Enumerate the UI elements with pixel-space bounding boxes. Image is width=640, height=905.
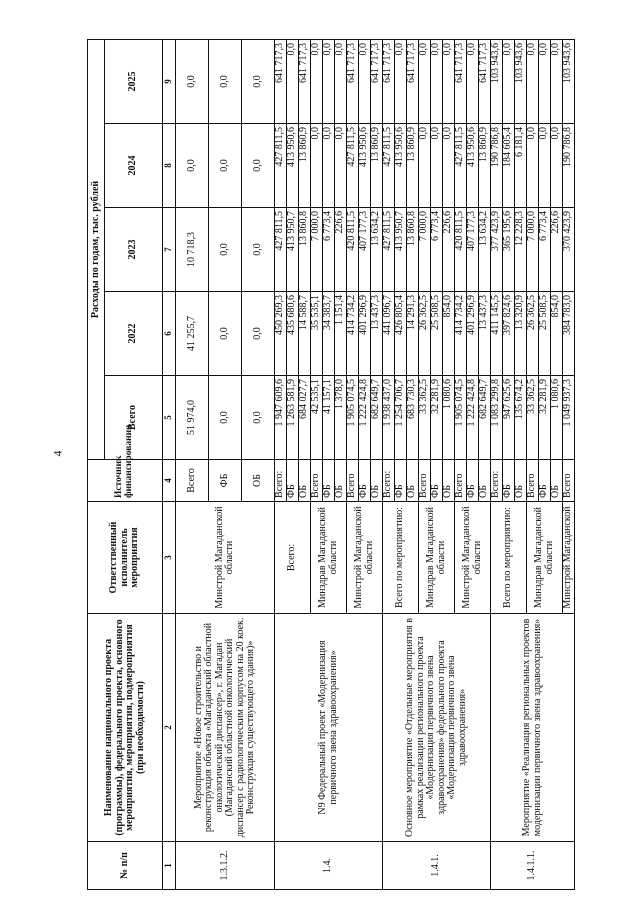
responsible-executor: Всего по мероприятию: [383, 502, 419, 614]
amount-cell: 414 734,2 [455, 292, 467, 376]
amount-cell: 413 950,6 [287, 124, 299, 208]
column-index-row [163, 39, 176, 889]
col-index: 7 [163, 208, 176, 292]
header-expenses: Расходы по годам, тыс. рублей [88, 39, 105, 459]
amount-cell: 1 938 437,0 [383, 376, 395, 460]
responsible-executor: Минстрой Магаданской области [455, 502, 491, 614]
amount-cell: 26 362,5 [527, 292, 539, 376]
amount-cell: 0,0 [242, 208, 275, 292]
header-2024: 2024 [105, 124, 163, 208]
col-index: 8 [163, 124, 176, 208]
amount-cell: 384 783,0 [563, 292, 575, 376]
amount-cell: 854,0 [551, 292, 563, 376]
funding-source: Всего [176, 460, 209, 502]
amount-cell: 1 905 074,5 [347, 376, 359, 460]
amount-cell: 683 730,3 [407, 376, 419, 460]
amount-cell: 1 947 609,6 [275, 376, 287, 460]
funding-source: ФБ [503, 460, 515, 502]
funding-source: Всего [347, 460, 359, 502]
amount-cell: 0,0 [467, 39, 479, 123]
amount-cell: 401 296,9 [359, 292, 371, 376]
amount-cell: 0,0 [443, 124, 455, 208]
amount-cell: 226,6 [443, 208, 455, 292]
col-index: 1 [163, 842, 176, 890]
amount-cell: 14 291,3 [407, 292, 419, 376]
amount-cell: 0,0 [323, 124, 335, 208]
amount-cell: 407 177,3 [467, 208, 479, 292]
amount-cell: 365 195,6 [503, 208, 515, 292]
amount-cell: 377 423,9 [491, 208, 503, 292]
amount-cell: 7 000,0 [311, 208, 323, 292]
row-number: 1.4. [275, 842, 383, 890]
amount-cell: 1 083 299,8 [491, 376, 503, 460]
amount-cell: 226,6 [335, 208, 347, 292]
header-num: № п/п [88, 842, 163, 890]
funding-source: ФБ [539, 460, 551, 502]
amount-cell: 226,6 [551, 208, 563, 292]
amount-cell: 25 508,5 [431, 292, 443, 376]
amount-cell: 41 157,1 [323, 376, 335, 460]
amount-cell: 435 680,6 [287, 292, 299, 376]
amount-cell: 0,0 [359, 39, 371, 123]
amount-cell: 0,0 [242, 292, 275, 376]
amount-cell: 641 717,3 [299, 39, 311, 123]
amount-cell: 682 649,7 [479, 376, 491, 460]
table-body [176, 39, 575, 889]
col-index: 5 [163, 376, 176, 460]
amount-cell: 684 027,7 [299, 376, 311, 460]
funding-source: ОБ [299, 460, 311, 502]
amount-cell: 641 717,3 [371, 39, 383, 123]
responsible-executor: Всего: [275, 502, 311, 614]
amount-cell: 427 811,5 [275, 124, 287, 208]
amount-cell: 441 096,7 [383, 292, 395, 376]
amount-cell: 426 805,4 [395, 292, 407, 376]
amount-cell: 0,0 [431, 39, 443, 123]
amount-cell: 407 177,3 [359, 208, 371, 292]
header-2022: 2022 [105, 292, 163, 376]
amount-cell: 1 254 706,7 [395, 376, 407, 460]
funding-source: Всего: [383, 460, 395, 502]
amount-cell: 413 950,6 [359, 124, 371, 208]
amount-cell: 682 649,7 [371, 376, 383, 460]
amount-cell: 13 860,9 [371, 124, 383, 208]
amount-cell: 13 320,9 [515, 292, 527, 376]
amount-cell: 103 943,6 [491, 39, 503, 123]
amount-cell: 0,0 [419, 39, 431, 123]
amount-cell: 411 145,5 [491, 292, 503, 376]
funding-source: ОБ [479, 460, 491, 502]
amount-cell: 641 717,3 [455, 39, 467, 123]
amount-cell: 0,0 [176, 124, 209, 208]
amount-cell: 135 674,2 [515, 376, 527, 460]
amount-cell: 33 362,5 [527, 376, 539, 460]
amount-cell: 413 950,6 [395, 124, 407, 208]
amount-cell: 13 860,9 [479, 124, 491, 208]
amount-cell: 0,0 [209, 376, 242, 460]
header-name: Наименование национального проекта (программы), федерального проекта, основного мероприятия, мероприятия, подмероприятия (при необходимости) [88, 614, 163, 842]
funding-source: ОБ [335, 460, 347, 502]
amount-cell: 34 383,7 [323, 292, 335, 376]
amount-cell: 0,0 [431, 124, 443, 208]
amount-cell: 0,0 [242, 39, 275, 123]
col-index: 4 [163, 460, 176, 502]
funding-source: ОБ [371, 460, 383, 502]
amount-cell: 0,0 [209, 124, 242, 208]
responsible-executor: Минстрой Магаданской [563, 502, 575, 614]
amount-cell: 103 943,6 [563, 39, 575, 123]
table-row [275, 39, 287, 889]
col-index: 3 [163, 502, 176, 614]
amount-cell: 641 717,3 [407, 39, 419, 123]
amount-cell: 33 362,5 [419, 376, 431, 460]
page-number: 4 [50, 450, 65, 457]
funding-source: Всего [419, 460, 431, 502]
responsible-executor: Минздрав Магаданской области [527, 502, 563, 614]
amount-cell: 6 181,4 [515, 124, 527, 208]
amount-cell: 854,0 [443, 292, 455, 376]
amount-cell: 0,0 [395, 39, 407, 123]
header-responsible: Ответственный исполнитель мероприятия [88, 502, 163, 614]
amount-cell: 1 905 074,5 [455, 376, 467, 460]
amount-cell: 32 281,9 [539, 376, 551, 460]
amount-cell: 450 269,3 [275, 292, 287, 376]
amount-cell: 0,0 [311, 39, 323, 123]
amount-cell: 6 773,4 [323, 208, 335, 292]
amount-cell: 641 717,3 [479, 39, 491, 123]
funding-source: ФБ [467, 460, 479, 502]
funding-source: ОБ [515, 460, 527, 502]
amount-cell: 0,0 [539, 124, 551, 208]
amount-cell: 13 634,2 [371, 208, 383, 292]
amount-cell: 947 625,6 [503, 376, 515, 460]
amount-cell: 413 950,7 [395, 208, 407, 292]
amount-cell: 25 508,5 [539, 292, 551, 376]
col-index: 6 [163, 292, 176, 376]
amount-cell: 0,0 [335, 39, 347, 123]
row-number: 1.3.1.2. [176, 842, 275, 890]
amount-cell: 0,0 [539, 39, 551, 123]
amount-cell: 0,0 [209, 39, 242, 123]
amount-cell: 0,0 [527, 124, 539, 208]
amount-cell: 13 860,9 [299, 124, 311, 208]
activity-name: Основное мероприятие «Отдельные мероприятия в рамках реализации регионального проекта «Модернизация первичного звена здравоохранения» федерального проекта «Модернизация первичного звена здравоохранения» [383, 614, 491, 842]
funding-source: ФБ [323, 460, 335, 502]
row-number: 1.4.1.1. [491, 842, 575, 890]
funding-source: ОБ [242, 460, 275, 502]
header-2023: 2023 [105, 208, 163, 292]
col-index: 2 [163, 614, 176, 842]
funding-source: ОБ [407, 460, 419, 502]
amount-cell: 7 000,0 [419, 208, 431, 292]
amount-cell: 641 717,3 [347, 39, 359, 123]
amount-cell: 13 860,9 [407, 124, 419, 208]
amount-cell: 413 950,6 [467, 124, 479, 208]
responsible-executor: Всего по мероприятию: [491, 502, 527, 614]
amount-cell: 6 773,4 [431, 208, 443, 292]
amount-cell: 7 000,0 [527, 208, 539, 292]
table-row [491, 39, 503, 889]
amount-cell: 26 362,5 [419, 292, 431, 376]
amount-cell: 14 588,7 [299, 292, 311, 376]
header-source: Источник финансирования [88, 460, 163, 502]
amount-cell: 0,0 [443, 39, 455, 123]
row-number: 1.4.1. [383, 842, 491, 890]
amount-cell: 6 773,4 [539, 208, 551, 292]
funding-source: Всего [563, 460, 575, 502]
responsible-executor: Минстрой Магаданской области [176, 502, 275, 614]
amount-cell: 10 718,3 [176, 208, 209, 292]
amount-cell: 420 811,5 [347, 208, 359, 292]
amount-cell: 370 423,9 [563, 208, 575, 292]
amount-cell: 427 811,5 [383, 124, 395, 208]
amount-cell: 12 228,3 [515, 208, 527, 292]
amount-cell: 427 811,5 [455, 124, 467, 208]
amount-cell: 41 255,7 [176, 292, 209, 376]
amount-cell: 184 605,4 [503, 124, 515, 208]
amount-cell: 1 080,6 [551, 376, 563, 460]
header-2025: 2025 [105, 39, 163, 123]
amount-cell: 1 222 424,8 [359, 376, 371, 460]
amount-cell: 103 943,6 [515, 39, 527, 123]
amount-cell: 413 950,7 [287, 208, 299, 292]
amount-cell: 0,0 [311, 124, 323, 208]
amount-cell: 0,0 [527, 39, 539, 123]
amount-cell: 0,0 [551, 39, 563, 123]
amount-cell: 51 974,0 [176, 376, 209, 460]
funding-source: ОБ [551, 460, 563, 502]
amount-cell: 32 281,9 [431, 376, 443, 460]
responsible-executor: Минздрав Магаданской области [419, 502, 455, 614]
funding-source: ФБ [431, 460, 443, 502]
funding-source: Всего [527, 460, 539, 502]
amount-cell: 35 535,1 [311, 292, 323, 376]
amount-cell: 1 378,0 [335, 376, 347, 460]
amount-cell: 397 824,6 [503, 292, 515, 376]
amount-cell: 0,0 [242, 376, 275, 460]
amount-cell: 0,0 [176, 39, 209, 123]
amount-cell: 401 296,9 [467, 292, 479, 376]
amount-cell: 0,0 [551, 124, 563, 208]
amount-cell: 0,0 [419, 124, 431, 208]
responsible-executor: Минстрой Магаданской области [347, 502, 383, 614]
activity-name: Мероприятие «Новое строительство и реконструкция объекта «Магаданский областной онкологический диспансер», г. Магадан (Магаданский областной онкологический диспансер с радиологическим корпусом на 20 коек. Реконструкция существующего здания)» [176, 614, 275, 842]
amount-cell: 1 049 937,3 [563, 376, 575, 460]
amount-cell: 0,0 [242, 124, 275, 208]
funding-source: ОБ [443, 460, 455, 502]
funding-source: ФБ [359, 460, 371, 502]
amount-cell: 0,0 [503, 39, 515, 123]
amount-cell: 641 717,3 [383, 39, 395, 123]
amount-cell: 420 811,5 [455, 208, 467, 292]
activity-name: N9 Федеральный проект «Модернизация первичного звена здравоохранения» [275, 614, 383, 842]
activity-name: Мероприятие «Реализация региональных проектов модернизации первичного звена здравоохранения» [491, 614, 575, 842]
funding-source: Всего: [491, 460, 503, 502]
amount-cell: 190 786,8 [563, 124, 575, 208]
expenditure-table [87, 39, 575, 890]
amount-cell: 641 717,3 [275, 39, 287, 123]
amount-cell: 414 734,2 [347, 292, 359, 376]
table-row [176, 39, 209, 889]
amount-cell: 427 811,5 [383, 208, 395, 292]
amount-cell: 42 535,1 [311, 376, 323, 460]
funding-source: ФБ [287, 460, 299, 502]
responsible-executor: Минздрав Магаданской области [311, 502, 347, 614]
amount-cell: 0,0 [209, 208, 242, 292]
col-index: 9 [163, 39, 176, 123]
funding-source: ФБ [395, 460, 407, 502]
amount-cell: 1 263 581,9 [287, 376, 299, 460]
header-total: Всего [105, 376, 163, 460]
amount-cell: 0,0 [287, 39, 299, 123]
amount-cell: 427 811,5 [347, 124, 359, 208]
funding-source: ФБ [209, 460, 242, 502]
funding-source: Всего [455, 460, 467, 502]
amount-cell: 13 437,3 [371, 292, 383, 376]
amount-cell: 13 860,8 [299, 208, 311, 292]
amount-cell: 13 860,8 [407, 208, 419, 292]
funding-source: Всего [311, 460, 323, 502]
funding-source: Всего: [275, 460, 287, 502]
amount-cell: 427 811,5 [275, 208, 287, 292]
amount-cell: 190 786,8 [491, 124, 503, 208]
amount-cell: 0,0 [323, 39, 335, 123]
amount-cell: 1 080,6 [443, 376, 455, 460]
amount-cell: 1 151,4 [335, 292, 347, 376]
amount-cell: 13 634,2 [479, 208, 491, 292]
amount-cell: 0,0 [209, 292, 242, 376]
amount-cell: 1 222 424,8 [467, 376, 479, 460]
amount-cell: 13 437,3 [479, 292, 491, 376]
amount-cell: 0,0 [335, 124, 347, 208]
table-row [383, 39, 395, 889]
